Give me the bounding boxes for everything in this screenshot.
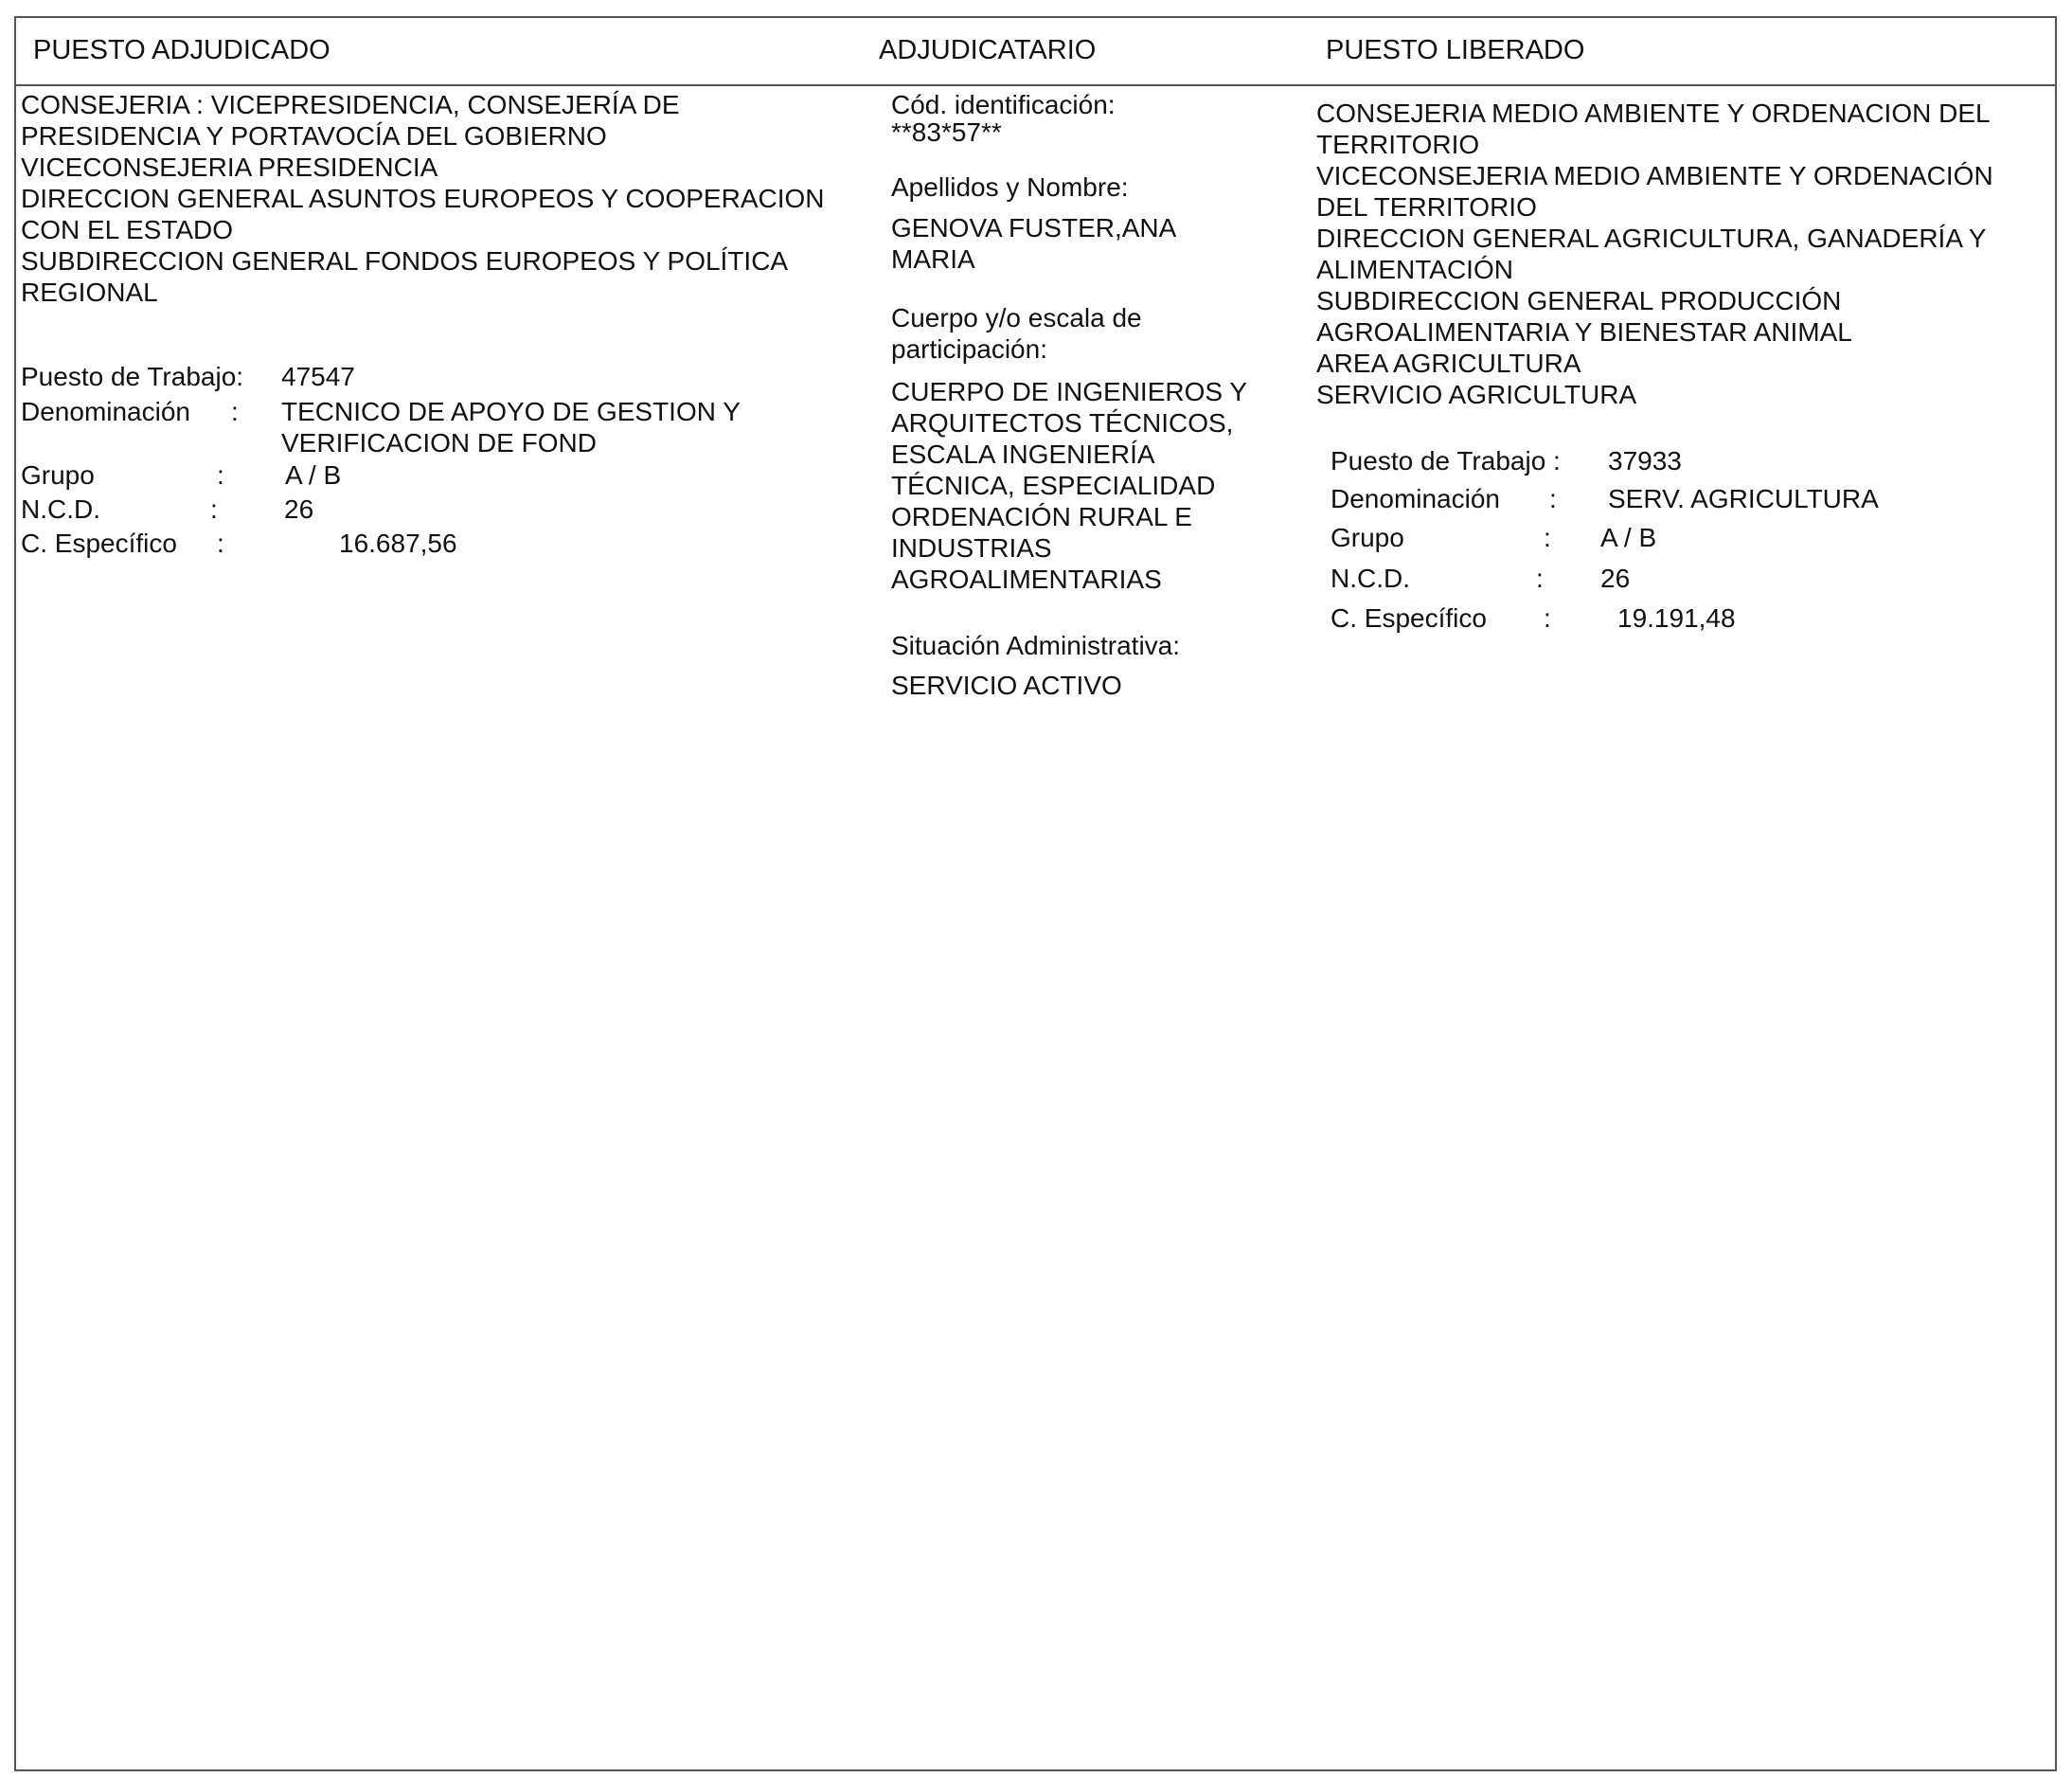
especifico-value: 16.687,56 xyxy=(339,529,457,558)
org-line: PRESIDENCIA Y PORTAVOCÍA DEL GOBIERNO xyxy=(21,121,607,151)
header-puesto-liberado: PUESTO LIBERADO xyxy=(1326,35,1585,65)
grupo-label: Grupo xyxy=(21,460,95,490)
ncd-value: 26 xyxy=(284,494,314,524)
org-line: CON EL ESTADO xyxy=(21,215,234,244)
cuerpo-value: CUERPO DE INGENIEROS Y ARQUITECTOS TÉCNICOS, ESCALA INGENIERÍA TÉCNICA, ESPECIALIDAD ORDENACIÓN RURAL E INDUSTRIAS AGROALIMENTARIAS xyxy=(891,377,1248,594)
colon: : xyxy=(217,529,224,558)
liberado-organization xyxy=(1316,98,1993,410)
org-line: AGROALIMENTARIA Y BIENESTAR ANIMAL xyxy=(1316,317,1852,347)
ncd-label: N.C.D. xyxy=(1331,564,1410,593)
grupo-label: Grupo xyxy=(1331,523,1404,552)
org-line: REGIONAL xyxy=(21,278,158,307)
org-line: SUBDIRECCION GENERAL FONDOS EUROPEOS Y POLÍTICA xyxy=(21,246,789,276)
org-line: DIRECCION GENERAL AGRICULTURA, GANADERÍA Y xyxy=(1316,224,1987,253)
adjudicado-organization xyxy=(21,89,825,308)
org-line: AREA AGRICULTURA xyxy=(1316,349,1581,378)
org-line: VICECONSEJERIA PRESIDENCIA xyxy=(21,153,438,182)
org-line: DEL TERRITORIO xyxy=(1316,192,1537,222)
cod-value: **83*57** xyxy=(891,117,1002,147)
header-puesto-adjudicado: PUESTO ADJUDICADO xyxy=(33,35,330,65)
denominacion-label: Denominación xyxy=(1331,484,1500,513)
puesto-label: Puesto de Trabajo : xyxy=(1331,446,1561,476)
org-line: SUBDIRECCION GENERAL PRODUCCIÓN xyxy=(1316,286,1842,315)
denominacion-value: TECNICO DE APOYO DE GESTION Y VERIFICACION DE FOND xyxy=(281,397,741,458)
puesto-label: Puesto de Trabajo: xyxy=(21,362,244,391)
especifico-label: C. Específico xyxy=(21,529,177,558)
org-line: SERVICIO AGRICULTURA xyxy=(1316,380,1637,409)
grupo-value: A / B xyxy=(285,460,342,490)
colon: : xyxy=(1549,484,1557,513)
cuerpo-label: Cuerpo y/o escala de participación: xyxy=(891,303,1142,364)
colon: : xyxy=(1544,603,1551,633)
especifico-label: C. Específico xyxy=(1331,603,1487,633)
ncd-value: 26 xyxy=(1600,564,1631,593)
header-divider xyxy=(14,84,2057,86)
cod-identificacion xyxy=(891,91,1116,146)
denominacion-value: SERV. AGRICULTURA xyxy=(1608,484,1879,513)
org-line: TERRITORIO xyxy=(1316,130,1480,159)
org-line: DIRECCION GENERAL ASUNTOS EUROPEOS Y COOPERACION xyxy=(21,184,825,213)
denominacion-label: Denominación xyxy=(21,397,190,426)
colon: : xyxy=(210,494,218,524)
especifico-value: 19.191,48 xyxy=(1617,603,1736,633)
situacion-label: Situación Administrativa: xyxy=(891,631,1181,660)
cod-label: Cód. identificación: xyxy=(891,90,1116,119)
colon: : xyxy=(1536,564,1544,593)
situacion-value: SERVICIO ACTIVO xyxy=(891,671,1122,700)
ncd-label: N.C.D. xyxy=(21,494,100,524)
nombre-label: Apellidos y Nombre: xyxy=(891,172,1129,202)
org-line: VICECONSEJERIA MEDIO AMBIENTE Y ORDENACIÓN xyxy=(1316,161,1993,190)
org-line: CONSEJERIA MEDIO AMBIENTE Y ORDENACION DEL xyxy=(1316,99,1991,128)
nombre-value: GENOVA FUSTER,ANA MARIA xyxy=(891,213,1177,274)
org-line: CONSEJERIA : VICEPRESIDENCIA, CONSEJERÍA DE xyxy=(21,90,680,119)
colon: : xyxy=(217,460,224,490)
org-line: ALIMENTACIÓN xyxy=(1316,255,1513,284)
puesto-value: 37933 xyxy=(1608,446,1682,476)
puesto-value: 47547 xyxy=(281,362,355,391)
colon: : xyxy=(231,397,239,426)
header-adjudicatario: ADJUDICATARIO xyxy=(879,35,1097,65)
grupo-value: A / B xyxy=(1600,523,1657,552)
colon: : xyxy=(1544,523,1551,552)
